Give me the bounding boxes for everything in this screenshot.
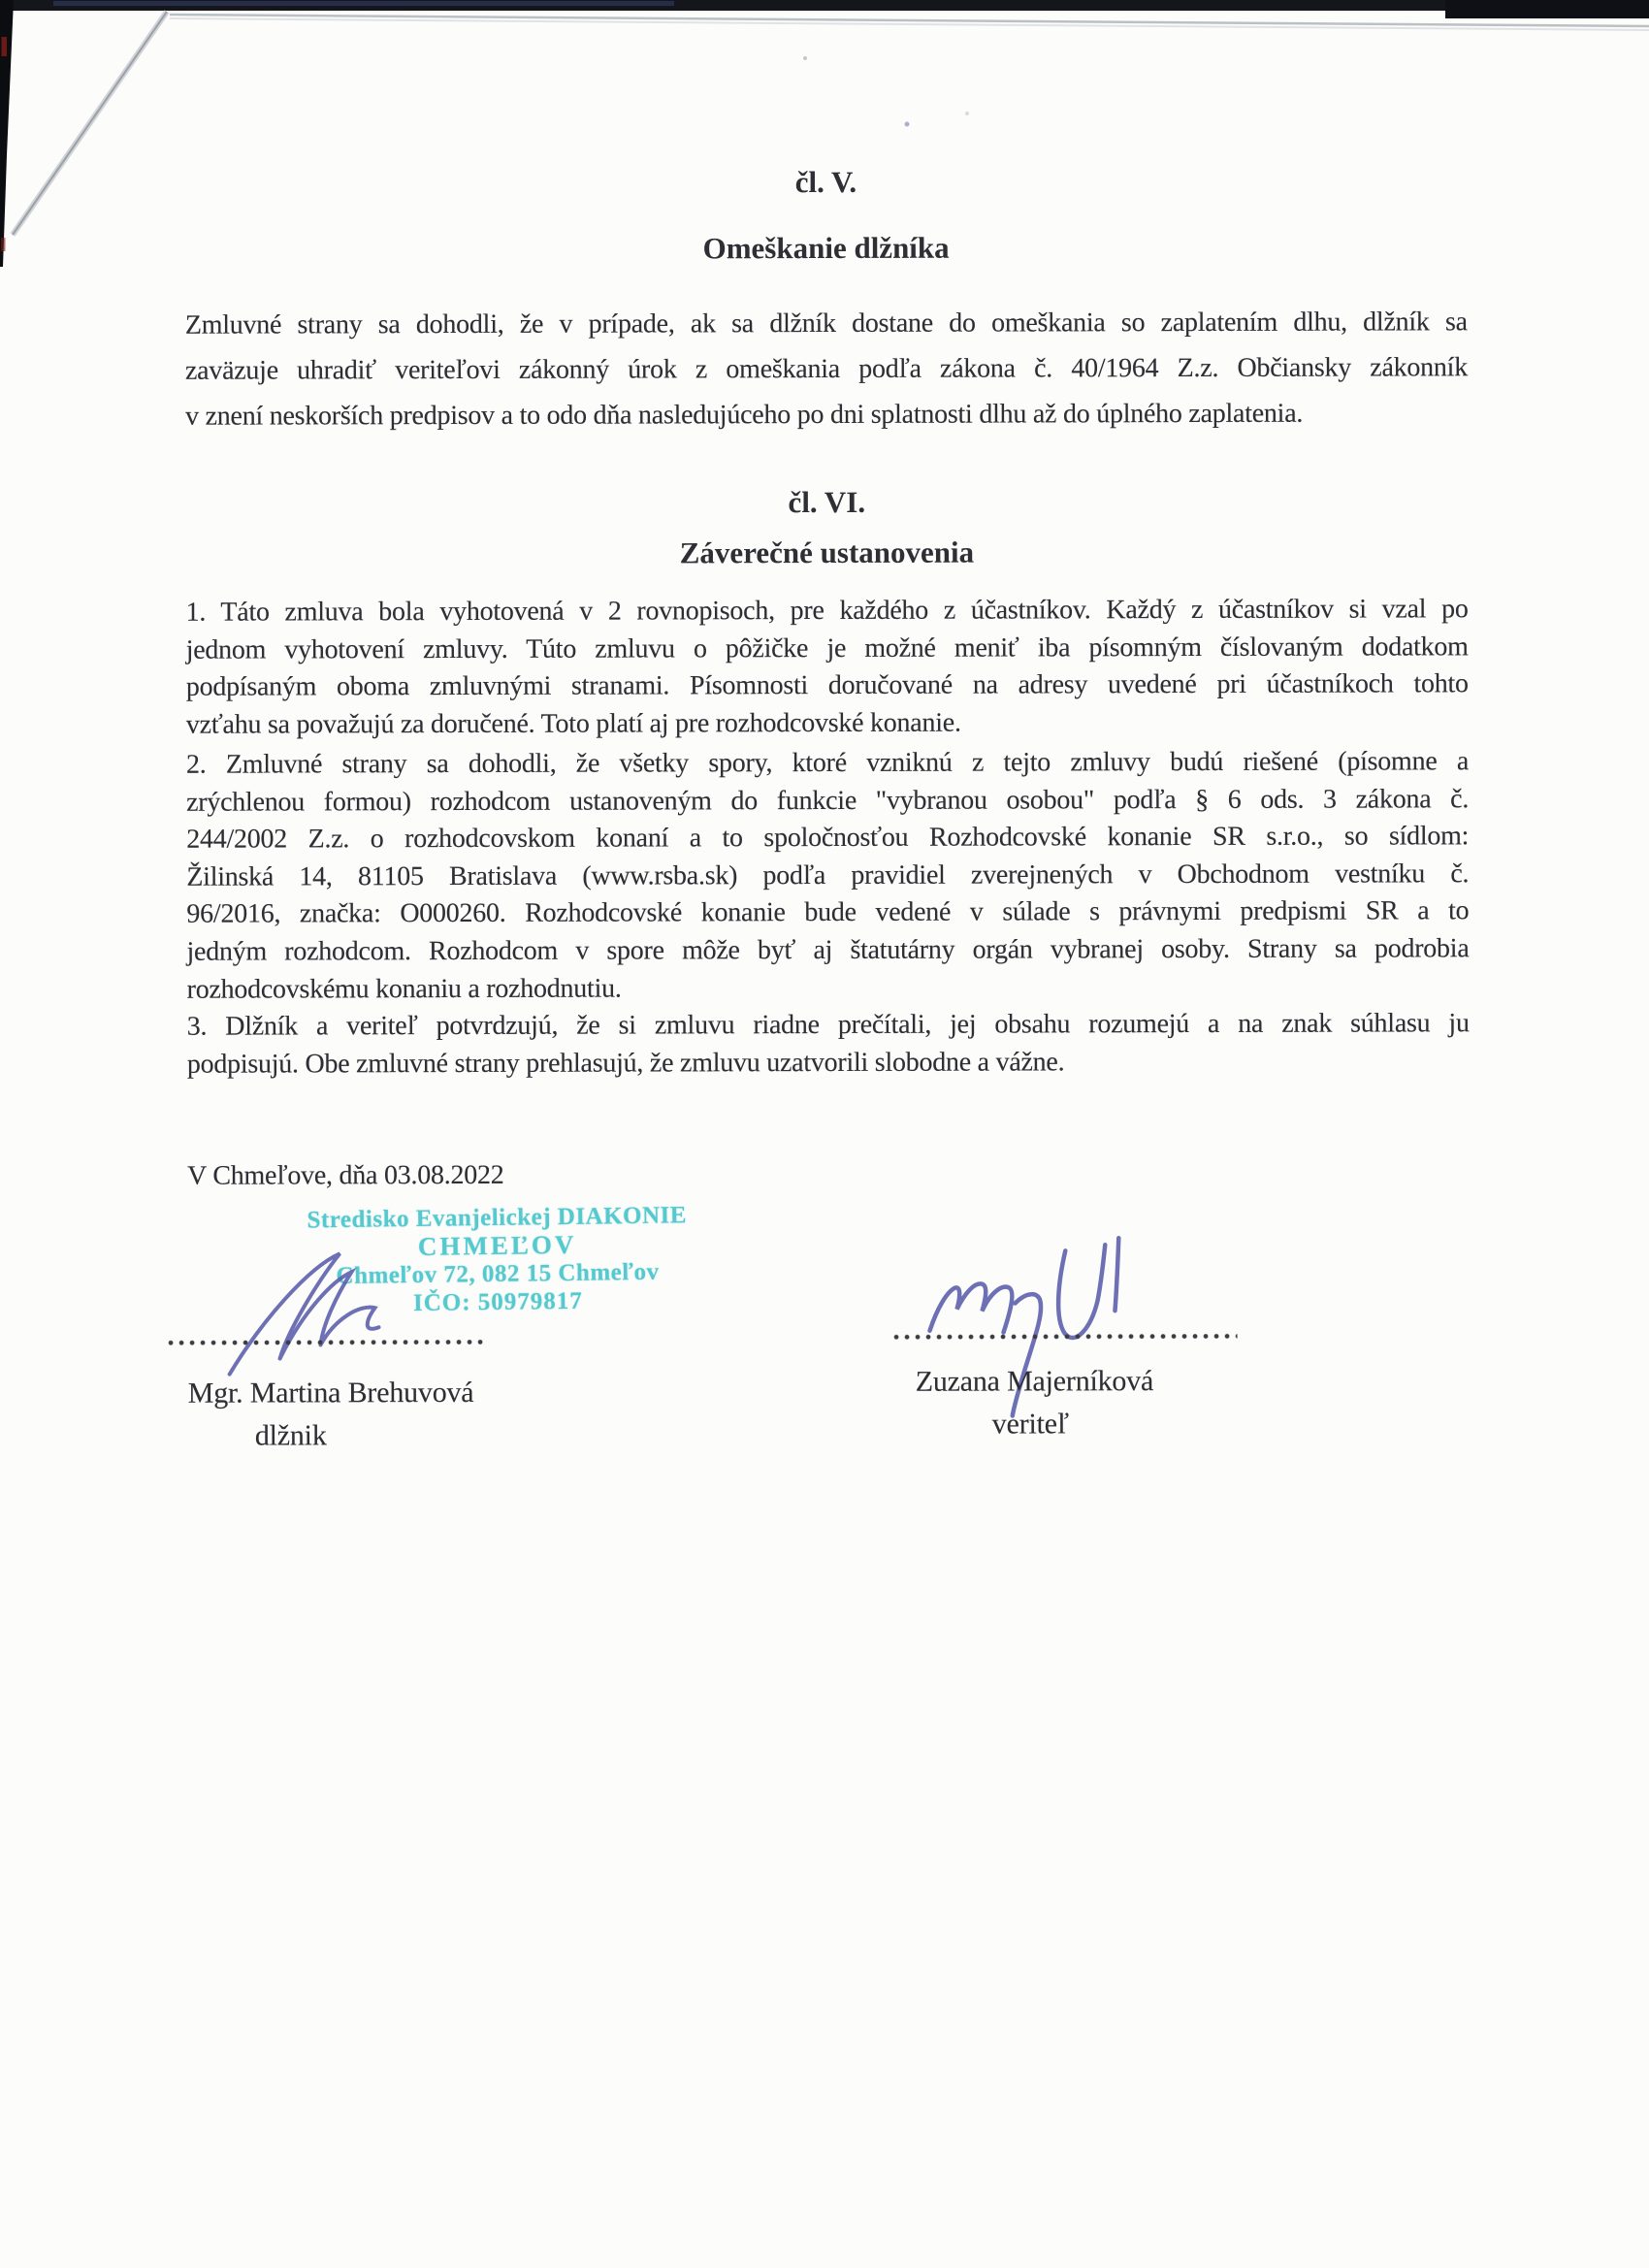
- creditor-role: veriteľ: [991, 1408, 1069, 1441]
- stamp-line: CHMEĽOV: [417, 1229, 577, 1261]
- contract-line: v znení neskorších predpisov a to odo dňa nasledujúceho po dni splatnosti dlhu až do úplného zaplatenia.: [185, 398, 1304, 432]
- article-6-heading: čl. VI.: [788, 484, 866, 520]
- article-6-title: Záverečné ustanovenia: [679, 535, 975, 570]
- contract-line: 3. Dlžník a veriteľ potvrdzujú, že si zmluvu riadne prečítali, jej obsahu rozumejú a na znak súhlasu ju: [186, 1008, 1470, 1042]
- debtor-signature-line: [166, 1339, 484, 1346]
- contract-line: zaväzuje uhradiť veriteľovi zákonný úrok z omeškania podľa zákona č. 40/1964 Z.z. Občiansky zákonník: [184, 352, 1468, 386]
- article-6-paragraph-3: [187, 1005, 1470, 1084]
- contract-line: jedným rozhodcom. Rozhodcom v spore môže byť aj štatutárny orgán vybranej osoby. Strany sa podrobia: [186, 933, 1470, 967]
- stamp-line: IČO: 50979817: [412, 1287, 583, 1317]
- debtor-name: Mgr. Martina Brehuvová: [187, 1376, 474, 1409]
- contract-line: zrýchlenou formou) rozhodcom ustanoveným do funkcie "vybranou osobou" podľa § 6 ods. 3 zákona č.: [186, 783, 1470, 818]
- article-5-title: Omeškanie dlžníka: [702, 230, 950, 266]
- creditor-name: Zuzana Majerníková: [915, 1365, 1154, 1398]
- debtor-signature-ink: [215, 1247, 434, 1384]
- contract-line: 1. Táto zmluva bola vyhotovená v 2 rovnopisoch, pre každého z účastníkov. Každý z účastníkov si vzal po: [185, 594, 1469, 628]
- contract-line: podpisujú. Obe zmluvné strany prehlasujú, že zmluvu uzatvorili slobodne a vážne.: [186, 1046, 1065, 1080]
- article-6-paragraph-1: [186, 591, 1469, 744]
- contract-line: vzťahu sa považujú za doručené. Toto platí aj pre rozhodcovské konanie.: [185, 707, 961, 740]
- place-date-line: V Chmeľove, dňa 03.08.2022: [187, 1159, 504, 1191]
- contract-line: Zmluvné strany sa dohodli, že v prípade, ak sa dlžník dostane do omeškania so zaplatením dlhu, dlžník sa: [184, 307, 1468, 340]
- contract-line: rozhodcovskému konaniu a rozhodnutiu.: [186, 973, 622, 1005]
- article-5-heading: čl. V.: [794, 164, 857, 200]
- creditor-signature-line: [891, 1333, 1238, 1341]
- contract-line: 96/2016, značka: O000260. Rozhodcovské konanie bude vedené v súlade s právnymi predpismi SR a to: [186, 895, 1470, 930]
- contract-line: 244/2002 Z.z. o rozhodcovskom konaní a to spoločnosťou Rozhodcovské konanie SR s.r.o., so sídlom:: [186, 821, 1470, 855]
- contract-line: podpísaným oboma zmluvnými stranami. Písomnosti doručované na adresy uvedené pri účastníkoch tohto: [185, 668, 1469, 702]
- stamp-line: Chmeľov 72, 082 15 Chmeľov: [336, 1258, 660, 1290]
- contract-line: jednom vyhotovení zmluvy. Túto zmluvu o pôžičke je možné meniť iba písomným číslovaným dodatkom: [185, 631, 1469, 665]
- debtor-role: dlžnik: [254, 1419, 327, 1452]
- article-6-paragraph-2: [186, 743, 1470, 1009]
- article-5-paragraph: [185, 299, 1468, 438]
- stamp-line: Stredisko Evanjelickej DIAKONIE: [307, 1202, 688, 1234]
- contract-line: 2. Zmluvné strany sa dohodli, že všetky spory, ktoré vzniknú z tejto zmluvy budú riešené (písomne a: [185, 746, 1470, 780]
- contract-line: Žilinská 14, 81105 Bratislava (www.rsba.sk) podľa pravidiel zverejnených v Obchodnom vestníku č.: [186, 859, 1470, 892]
